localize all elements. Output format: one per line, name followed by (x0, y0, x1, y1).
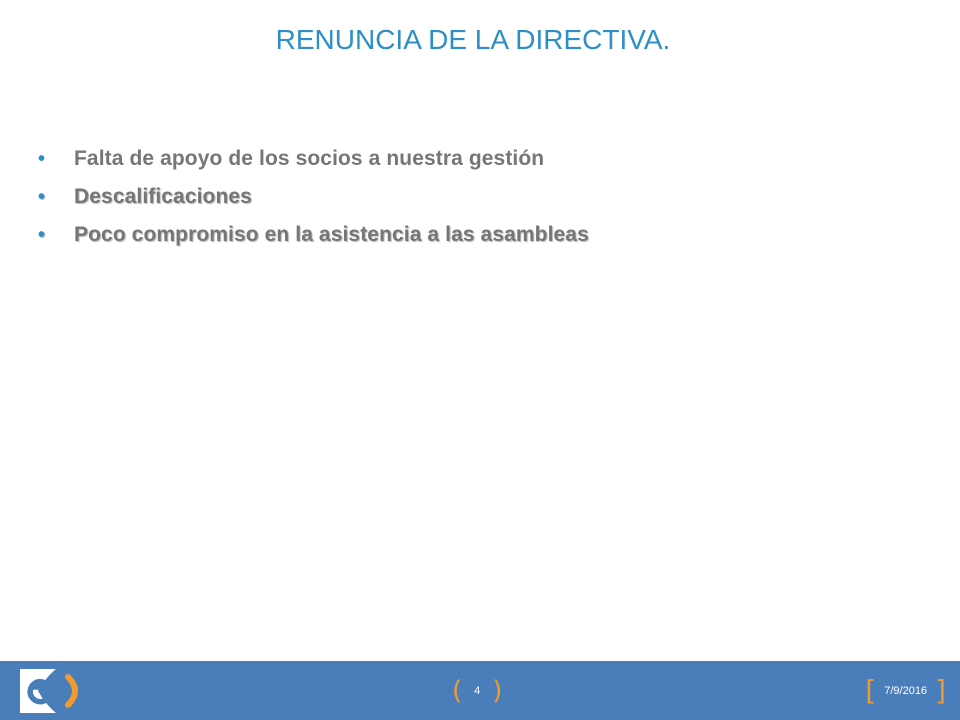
footer-bar (0, 661, 960, 720)
page-number: 4 (474, 685, 481, 697)
slide-date: 7/9/2016 (884, 685, 928, 697)
date-group (865, 675, 946, 707)
page-number-group (452, 677, 502, 705)
left-paren-icon: ( (452, 676, 463, 706)
bullet-icon: • (38, 147, 46, 170)
slide-title: RENUNCIA DE LA DIRECTIVA. (275, 24, 671, 55)
bullet-text: Poco compromiso en la asistencia a las asambleas (74, 223, 589, 246)
left-bracket-icon: [ (865, 674, 877, 707)
bullet-icon: • (38, 223, 46, 246)
bullet-text: Falta de apoyo de los socios a nuestra gestión (74, 147, 545, 170)
bullet-item (38, 140, 589, 178)
bullet-list (38, 140, 589, 254)
bullet-icon: • (38, 185, 46, 208)
right-paren-icon: ) (492, 676, 503, 706)
bullet-text: Descalificaciones (74, 185, 252, 208)
e-logo-icon (20, 669, 88, 713)
bullet-item (38, 178, 589, 216)
bullet-item (38, 216, 589, 254)
right-bracket-icon: ] (935, 674, 946, 707)
